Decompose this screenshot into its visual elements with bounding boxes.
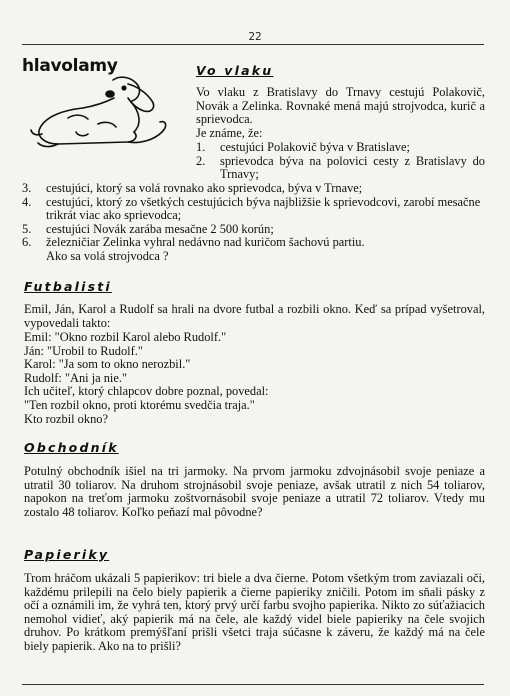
vlak-question: Ako sa volá strojvodca ? — [46, 248, 169, 263]
text-line: Rudolf: "Ani ja nie." — [24, 370, 128, 385]
section-title-papier: Papieriky — [24, 547, 110, 562]
text-line: Ich učiteľ, ktorý chlapcov dobre poznal, povedal: — [24, 384, 269, 399]
header-rule — [22, 44, 484, 45]
list-item: 4. cestujúci, ktorý zo všetkých cestujúcich býva najbližšie k sprievodcovi, zarobí mesačne trikrát viac ako sprievodca; — [22, 194, 481, 223]
list-item: 2. sprievodca býva na polovici cesty z Bratislavy do Trnavy; — [196, 153, 485, 182]
list-item: 6. železničiar Zelinka vyhral nedávno nad kuričom šachovú partiu. — [22, 235, 365, 250]
vlak-list-b — [22, 182, 485, 264]
section-title-futbal: Futbalisti — [24, 279, 112, 294]
text-line: Kto rozbil okno? — [24, 411, 108, 426]
text-line: Ján: "Urobil to Rudolf." — [24, 343, 143, 358]
vlak-list-a — [196, 141, 485, 182]
futbal-intro: Emil, Ján, Karol a Rudolf sa hrali na dvore futbal a rozbili okno. Keď sa prípad vyšetroval, vypovedali takto: — [24, 302, 485, 330]
hlavolamy-logo — [22, 52, 172, 152]
futbal-lines — [24, 331, 485, 426]
text-line: Emil: "Okno rozbil Karol alebo Rudolf." — [24, 330, 227, 344]
obchod-text: Potulný obchodník išiel na tri jarmoky. Na prvom jarmoku zdvojnásobil svoje peniaze a utratil 30 toliarov. Na druhom strojnásobil svoje peniaze, avšak utratil z nich 54 toliarov, napokon na treťom jarmoku zoštvornásobil svoje peniaze a utratil 72 toliarov. Vtedy mu zostalo 48 toliarov. Koľko peňazí mal pôvodne? — [24, 464, 485, 519]
footer-rule — [22, 684, 484, 685]
papier-text: Trom hráčom ukázali 5 papierikov: tri biele a dva čierne. Potom všetkým trom zaviazali oči, každému prilepili na čelo biely papierik a čierne papieriky zničili. Potom im sňali pásky z očí a oznámili im, že vyhrá ten, ktorý prvý určí farbu svojho papierika. Nikto zo súťažiacich nemohol vidieť, aký papierik má na čele, ale každý videl biele papieriky na čele svojich druhov. Po krátkom premýšľaní prišli všetci traja súčasne k záveru, že každý má na čele biely papierik. Ako na to prišli? — [24, 571, 485, 653]
list-item: 3. cestujúci, ktorý sa volá rovnako ako sprievodca, býva v Trnave; — [22, 181, 363, 195]
page-number: 22 — [248, 30, 262, 43]
list-item: 1. cestujúci Polakovič býva v Bratislave; — [196, 140, 410, 154]
section-title-obchod: Obchodník — [24, 440, 119, 455]
vlak-known: Je známe, že: — [196, 126, 263, 140]
dog-illustration — [28, 74, 173, 154]
list-item: 5. cestujúci Novák zarába mesačne 2 500 korún; — [22, 221, 274, 236]
logo-text: hlavolamy — [22, 56, 118, 76]
vlak-intro: Vo vlaku z Bratislavy do Trnavy cestujú Polakovič, Novák a Zelinka. Rovnaké mená majú strojvodca, kurič a sprievodca. — [196, 85, 485, 127]
section-title-vlak: Vo vlaku — [196, 63, 274, 78]
text-line: Karol: "Ja som to okno nerozbil." — [24, 357, 191, 372]
text-line: "Ten rozbil okno, proti ktorému svedčia traja." — [24, 397, 255, 412]
